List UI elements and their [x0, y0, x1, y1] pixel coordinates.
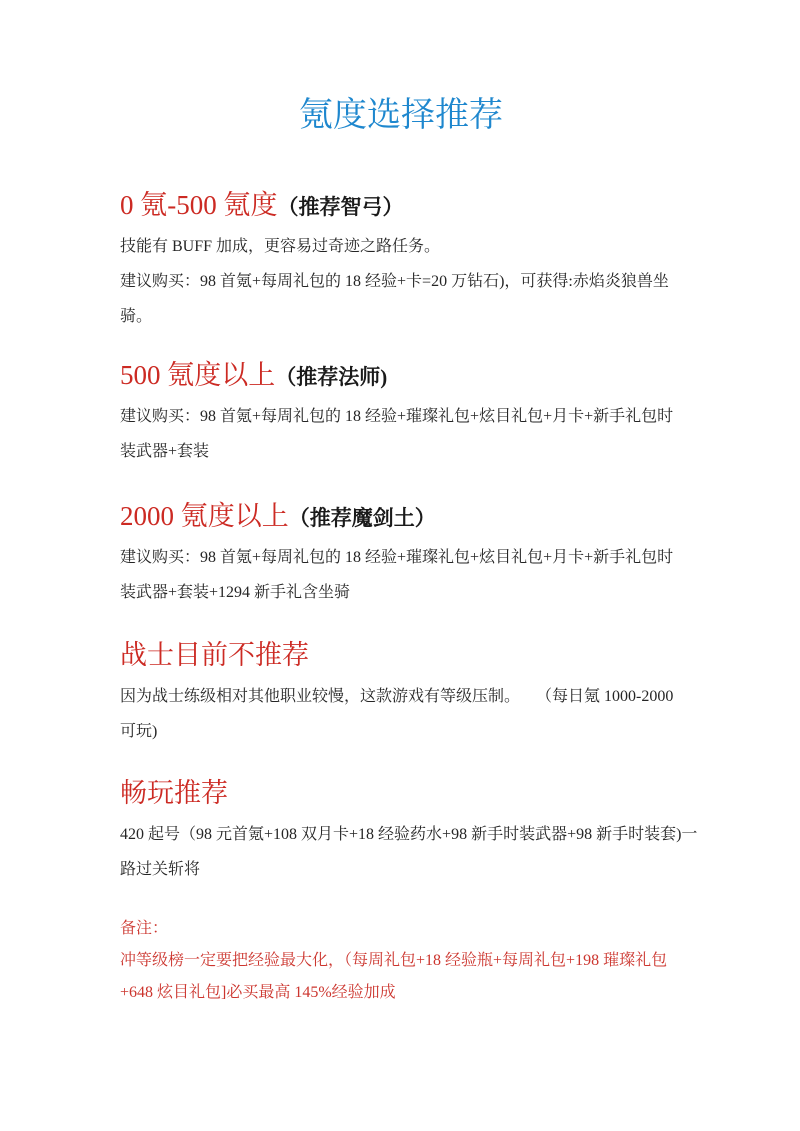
- section-body: [120, 817, 698, 887]
- remarks-body: [120, 945, 682, 1009]
- section-warrior-not-recommended: [120, 636, 682, 749]
- section-heading: [120, 636, 682, 679]
- section-body: [120, 540, 682, 610]
- section-500-plus-krypton: [120, 356, 682, 469]
- section-0-500-krypton: [120, 186, 682, 334]
- section-heading-main: 0 氪-500 氪度: [120, 190, 278, 220]
- paragraph-line: 建议购买：98 首氪+每周礼包的 18 经验+璀璨礼包+炫目礼包+月卡+新手礼包时: [120, 549, 674, 566]
- paragraph-line: 可玩): [120, 723, 158, 740]
- paragraph-line: 建议购买：98 首氪+每周礼包的 18 经验+卡=20 万钻石)，可获得:赤焰炎狼兽坐: [120, 273, 669, 290]
- section-heading: [120, 356, 682, 399]
- remarks-label: 备注：: [120, 920, 169, 937]
- section-heading-main: 战士目前不推荐: [120, 640, 309, 670]
- section-heading-note: （推荐法师): [275, 365, 388, 389]
- document-title: 氪度选择推荐: [299, 97, 503, 134]
- section-heading: [120, 497, 682, 540]
- section-body: [120, 229, 682, 334]
- section-body: [120, 679, 682, 749]
- section-heading: [120, 186, 682, 229]
- paragraph-line: 骑。: [120, 308, 153, 325]
- paragraph-line: +648 炫目礼包]必买最高 145%经验加成: [120, 984, 396, 1001]
- paragraph-line: 路过关斩将: [120, 861, 201, 878]
- section-heading: [120, 774, 682, 817]
- section-heading-main: 畅玩推荐: [120, 778, 228, 808]
- section-heading-note: （推荐智弓）: [277, 195, 404, 219]
- section-heading-note: （推荐魔剑土）: [288, 506, 436, 530]
- paragraph-line: 420 起号（98 元首氪+108 双月卡+18 经验药水+98 新手时装武器+98 新手时装套)一: [120, 826, 698, 843]
- paragraph-line: 装武器+套装: [120, 443, 210, 460]
- paragraph-line: 冲等级榜一定要把经验最大化，（每周礼包+18 经验瓶+每周礼包+198 璀璨礼包: [120, 952, 668, 969]
- section-body: [120, 399, 682, 469]
- section-heading-main: 2000 氪度以上: [120, 501, 289, 531]
- section-2000-plus-krypton: [120, 497, 682, 610]
- paragraph-line: 装武器+套装+1294 新手礼含坐骑: [120, 584, 351, 601]
- section-casual-play-recommendation: [120, 774, 698, 887]
- paragraph-line: 因为战士练级相对其他职业较慢，这款游戏有等级压制。 （每日氪 1000-2000: [120, 688, 674, 705]
- section-heading-main: 500 氪度以上: [120, 360, 276, 390]
- paragraph-line: 技能有 BUFF 加成，更容易过奇迹之路任务。: [120, 238, 441, 255]
- paragraph-line: 建议购买：98 首氪+每周礼包的 18 经验+璀璨礼包+炫目礼包+月卡+新手礼包时: [120, 408, 674, 425]
- remarks-section: [120, 913, 682, 1009]
